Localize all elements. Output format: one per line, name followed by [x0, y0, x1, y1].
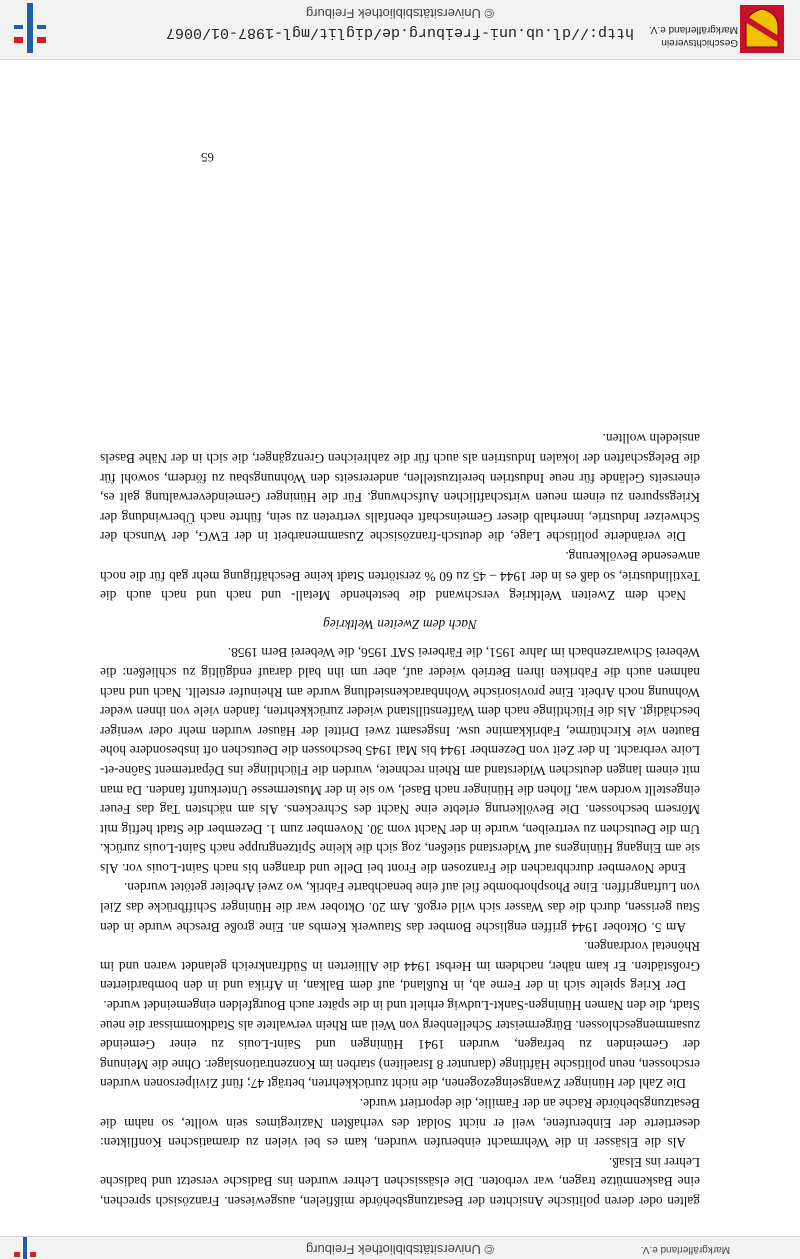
footer-society: Markgräflerland e.V. [640, 1244, 730, 1255]
society-line-2: Markgräflerland e.V. [648, 24, 738, 35]
society-line-1: Geschichtsverein [661, 37, 738, 48]
footer-library-credit: © Universitätsbibliothek Freiburg [305, 1242, 495, 1257]
paragraph: Nach dem Zweiten Weltkrieg verschwand die bestehende Metall- und nach und nach auch die Textilindustrie, so daß es in der 1944 – 45 zu 60 % zerstörten Stadt keine Beschäftigung mehr gab für die noch anwesende Bevölkerung. [100, 549, 700, 604]
header-band [0, 0, 800, 60]
paragraph: Ende November durchbrachen die Franzosen die Front bei Delle und drangen bis nach Saint-Louis vor. Als sie am Eingang Hüningens auf Widerstand stießen, zog sich die kleine Spitzengruppe nach Saint-Louis zurück. Um die Deutschen zu vertreiben, wurde in der Nacht vom 30. November zum 1. Dezember die Stadt heftig mit Mörsern beschossen. Die Bevölkerung erlebte eine Nacht des Schreckens. Als am nächsten Tag das Feuer eingestellt worden war, flohen die Hüninger nach Basel, wo sie in der Mustermesse Unterkunft fanden. Da man mit einem langen deutschen Widerstand am Rhein rechnete, wurden die Flüchtlinge ins Département Saône-et-Loire verbracht. In der Zeit von Dezember 1944 bis Mai 1945 beschossen die Deutschen oft insbesondere hohe Bauten wie Kirchtürme, Fabrikkamine usw. Insgesamt zwei Drittel der Häuser wurden mehr oder weniger beschädigt. Als die Flüchtlinge nach dem Waffenstillstand wieder zurückkehrten, fanden viele von ihnen weder Wohnung noch Arbeit. Eine provisorische Wohnbarackensiedlung wurde am Rheinufer erstellt. Nach und nach nahmen auch die Fabriken ihren Betrieb wieder auf, aber um ihn bald darauf endgültig zu schließen: die Weberei Schwarzenbach im Jahre 1951, die Färberei SAT 1956, die Weberei Bern 1958. [100, 645, 700, 876]
document-url: http://dl.ub.uni-freiburg.de/diglit/mgl-1987-01/0067 [165, 24, 635, 41]
paragraph: Die veränderte politische Lage, die deutsch-französische Zusammenarbeit in der EWG, der Wunsch der Schweizer Industrie, innerhalb dieser Gemeinschaft ebenfalls vertreten zu sein, führte nach Überwindung der Kriegsspuren zu einem neuen wirtschaftlichen Aufschwung. Für die Hüninger Gemeindeverwaltung galt es, einerseits Gelände für neue Industrien bereitzustellen, andererseits den Wohnungsbau zu fördern, sowohl für die Belegschaften der lokalen Industrien als auch für die zahlreichen Grenzgänger, die sich in der Nähe Basels ansiedeln wollten. [100, 431, 700, 545]
paragraph: Die Zahl der Hüninger Zwangseingezogenen, die nicht zurückkehrten, beträgt 47; fünf Zivilpersonen wurden erschossen, neun politische Häftlinge (darunter 8 Israeliten) starben im Konzentrationslager. Ohne die Meinung der Gemeinden zu befragen, wurden 1941 Hüningen und Saint-Louis zu einer Gemeinde zusammengeschlossen. Bürgermeister Schellenberg von Weil am Rhein verwaltete als Stadtkommissar die neue Stadt, die den Namen Hüningen-Sankt-Ludwig erhielt und in die später auch Bourgfelden eingemeindet wurde. [100, 998, 700, 1092]
paragraph: Als die Elsässer in die Wehrmacht einberufen wurden, kam es bei vielen zu dramatischen Konflikten: desertierte der Einberufene, weil er nicht Soldat des verhaßten Naziregimes sein wollte, so nahm die Besatzungsbehörde Rache an der Familie, die deportiert wurde. [100, 1096, 700, 1151]
ub-logo-icon [10, 1237, 40, 1259]
section-heading: Nach dem Zweiten Weltkrieg [323, 616, 477, 632]
ub-logo-icon [10, 3, 50, 53]
page-number: 65 [201, 150, 214, 165]
paragraph: Der Krieg spielte sich in der Ferne ab, in Rußland, auf dem Balkan, in Afrika und in den bombardierten Großstädten. Er kam näher, nachdem im Herbst 1944 die Alliierten in Südfrankreich gelandet waren und im Rhônetal vordrangen. [100, 939, 700, 994]
page-body [100, 429, 700, 1211]
paragraph: Am 5. Oktober 1944 griffen englische Bomber das Stauwerk Kembs an. Eine große Bresche wurde in den Stau gerissen, durch die das Wasser sich wild ergoß. Am 20. Oktober war die Hüninger Schiffbrücke das Ziel von Luftangriffen. Eine Phosphorbombe fiel auf eine benachbarte Fabrik, wo zwei Arbeiter getötet wurden. [100, 880, 700, 935]
library-credit: © Universitätsbibliothek Freiburg [305, 6, 495, 21]
footer-band [0, 1236, 800, 1259]
paragraph: galten oder deren politische Ansichten der Besatzungsbehörde mißfielen, ausgewiesen. Französisch sprechen, eine Baskenmütze tragen, war verboten. Die elsässischen Lehrer wurden ins Badische versetzt und badische Lehrer ins Elsaß. [100, 1154, 700, 1209]
